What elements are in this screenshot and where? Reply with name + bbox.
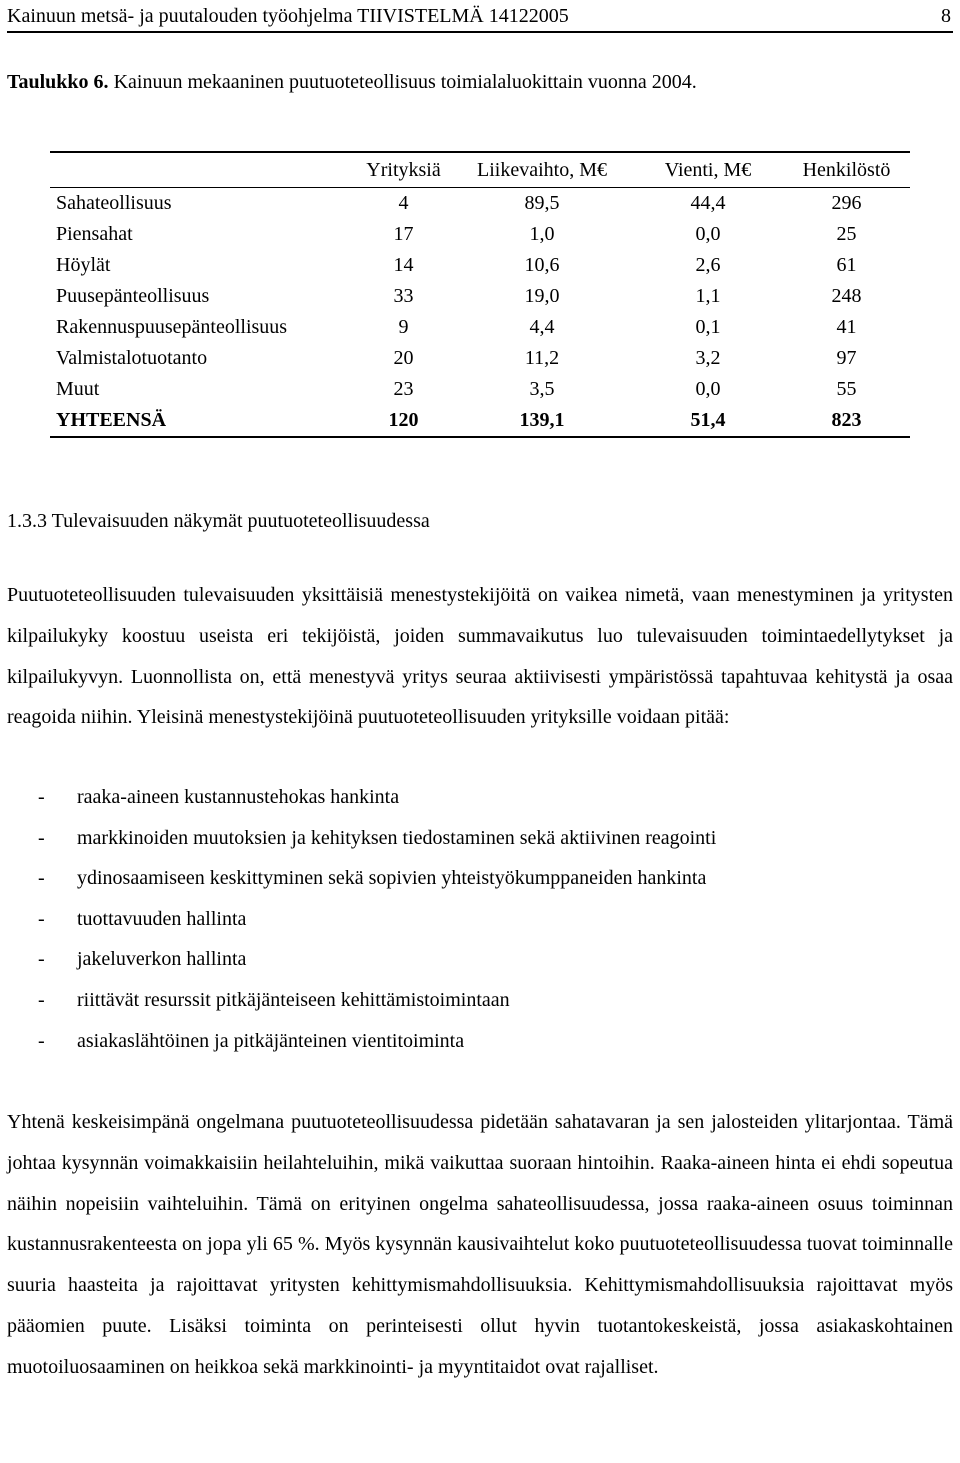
- table-cell: 11,2: [524, 347, 560, 369]
- column-header: Liikevaihto, M€: [451, 152, 633, 188]
- table-row: [50, 374, 910, 405]
- table-cell: 3,2: [695, 347, 721, 369]
- table-cell: 55: [836, 378, 857, 400]
- list-item-text: tuottavuuden hallinta: [77, 907, 247, 930]
- table-cell: 25: [836, 223, 857, 245]
- row-label: Muut: [56, 378, 100, 400]
- table-caption: [7, 70, 697, 94]
- table-row: [50, 219, 910, 250]
- table-row: [50, 188, 910, 220]
- list-item: [7, 1021, 716, 1062]
- column-header: Vienti, M€: [633, 152, 783, 188]
- table-cell: 1,1: [695, 285, 721, 307]
- list-item-text: riittävät resurssit pitkäjänteiseen kehittämistoimintaan: [77, 988, 510, 1011]
- table-cell: 20: [393, 347, 414, 369]
- industry-table: [50, 151, 910, 438]
- list-item: [7, 899, 716, 940]
- list-item-text: ydinosaamiseen keskittyminen sekä sopivien yhteistyökumppaneiden hankinta: [77, 867, 707, 890]
- table-cell: 296: [831, 192, 862, 214]
- row-label: YHTEENSÄ: [50, 405, 356, 437]
- table-cell: 248: [831, 285, 862, 307]
- list-item-text: asiakaslähtöinen ja pitkäjänteinen vientitoiminta: [77, 1029, 465, 1052]
- list-marker: -: [38, 948, 45, 971]
- table-cell: 4: [398, 192, 409, 214]
- table-row: [50, 250, 910, 281]
- table-cell: 9: [398, 316, 409, 338]
- table-cell: 120: [356, 405, 451, 437]
- table-total-row: [50, 405, 910, 437]
- table-cell: 3,5: [529, 378, 555, 400]
- table-cell: 0,1: [695, 316, 721, 338]
- list-item: [7, 777, 716, 818]
- table-caption-text: Kainuun mekaaninen puutuoteteollisuus toimialaluokittain vuonna 2004.: [108, 71, 697, 93]
- row-label: Höylät: [56, 254, 111, 276]
- success-factor-list: [7, 777, 716, 1061]
- table-cell: 10,6: [524, 254, 560, 276]
- header-title: Kainuun metsä- ja puutalouden työohjelma TIIVISTELMÄ 14122005: [7, 5, 569, 27]
- list-marker: -: [38, 1029, 45, 1052]
- table-cell: 44,4: [690, 192, 726, 214]
- table-row: [50, 312, 910, 343]
- section-heading: 1.3.3 Tulevaisuuden näkymät puutuoteteollisuudessa: [7, 510, 430, 532]
- table-caption-label: Taulukko 6.: [7, 71, 109, 93]
- table-cell: 33: [393, 285, 414, 307]
- list-marker: -: [38, 988, 45, 1011]
- row-label: Sahateollisuus: [56, 192, 172, 214]
- table-cell: 0,0: [695, 378, 721, 400]
- table-cell: 89,5: [524, 192, 560, 214]
- table-cell: 2,6: [695, 254, 721, 276]
- table-cell: 14: [393, 254, 414, 276]
- list-item-text: jakeluverkon hallinta: [77, 948, 247, 971]
- table-cell: 823: [783, 405, 910, 437]
- list-marker: -: [38, 907, 45, 930]
- list-item: [7, 939, 716, 980]
- table-row: [50, 281, 910, 312]
- table-cell: 139,1: [451, 405, 633, 437]
- list-marker: -: [38, 867, 45, 890]
- column-header: [50, 152, 356, 188]
- row-label: Piensahat: [56, 223, 133, 245]
- table-row: [50, 343, 910, 374]
- list-item: [7, 858, 716, 899]
- paragraph: Yhtenä keskeisimpänä ongelmana puutuoteteollisuudessa pidetään sahatavaran ja sen jalosteiden ylitarjontaa. Tämä johtaa kysynnän voimakkaisiin heilahteluihin, mikä vaikuttaa suoraan hintoihin. Raaka-aineen hinta ei ehdi sopeutua näihin nopeisiin vaihteluihin. Tämä on erityinen ongelma sahateollisuudessa, jossa raaka-aineen osuus toiminnan kustannusrakenteesta on jopa yli 65 %. Myös kysynnän kausivaihtelut koko puutuoteteollisuudessa tuovat toiminnalle suuria haasteita ja rajoittavat yritysten kehittymismahdollisuuksia. Kehittymismahdollisuuksia rajoittavat myös pääomien puute. Lisäksi toiminta on perinteisesti ollut hyvin tuotantokeskeistä, jossa asiakaskohtainen muotoiluosaaminen on heikkoa sekä markkinointi- ja myyntitaidot ovat rajalliset.: [7, 1111, 953, 1378]
- paragraph: Puutuoteteollisuuden tulevaisuuden yksittäisiä menestystekijöitä on vaikea nimetä, vaan menestyminen ja yritysten kilpailukyky koostuu useista eri tekijöistä, joiden summavaikutus luo tulevaisuuden toimintaedellytykset ja kilpailukyvyn. Luonnollista on, että menestyvä yritys seuraa aktiivisesti ympäristössä tapahtuvaa kehitystä ja osaa reagoida niihin. Yleisinä menestystekijöinä puutuoteteollisuuden yrityksille voidaan pitää:: [7, 584, 953, 729]
- table-cell: 19,0: [524, 285, 560, 307]
- column-header: Henkilöstö: [783, 152, 910, 188]
- table-cell: 17: [393, 223, 414, 245]
- list-marker: -: [38, 826, 45, 849]
- table-cell: 23: [393, 378, 414, 400]
- table-cell: 0,0: [695, 223, 721, 245]
- row-label: Valmistalotuotanto: [56, 347, 208, 369]
- list-item: [7, 980, 716, 1021]
- list-item: [7, 818, 716, 859]
- table-cell: 61: [836, 254, 857, 276]
- row-label: Puusepänteollisuus: [56, 285, 210, 307]
- table-cell: 4,4: [529, 316, 555, 338]
- table-cell: 51,4: [633, 405, 783, 437]
- page-header: [7, 3, 953, 33]
- column-header: Yrityksiä: [356, 152, 451, 188]
- table-cell: 1,0: [529, 223, 555, 245]
- table-cell: 97: [836, 347, 857, 369]
- list-marker: -: [38, 786, 45, 808]
- row-label: Rakennuspuusepänteollisuus: [56, 316, 288, 338]
- page-number: 8: [941, 5, 951, 27]
- table-cell: 41: [836, 316, 857, 338]
- table-header-row: [50, 152, 910, 188]
- list-item-text: raaka-aineen kustannustehokas hankinta: [77, 786, 400, 808]
- list-item-text: markkinoiden muutoksien ja kehityksen tiedostaminen sekä aktiivinen reagointi: [77, 826, 717, 849]
